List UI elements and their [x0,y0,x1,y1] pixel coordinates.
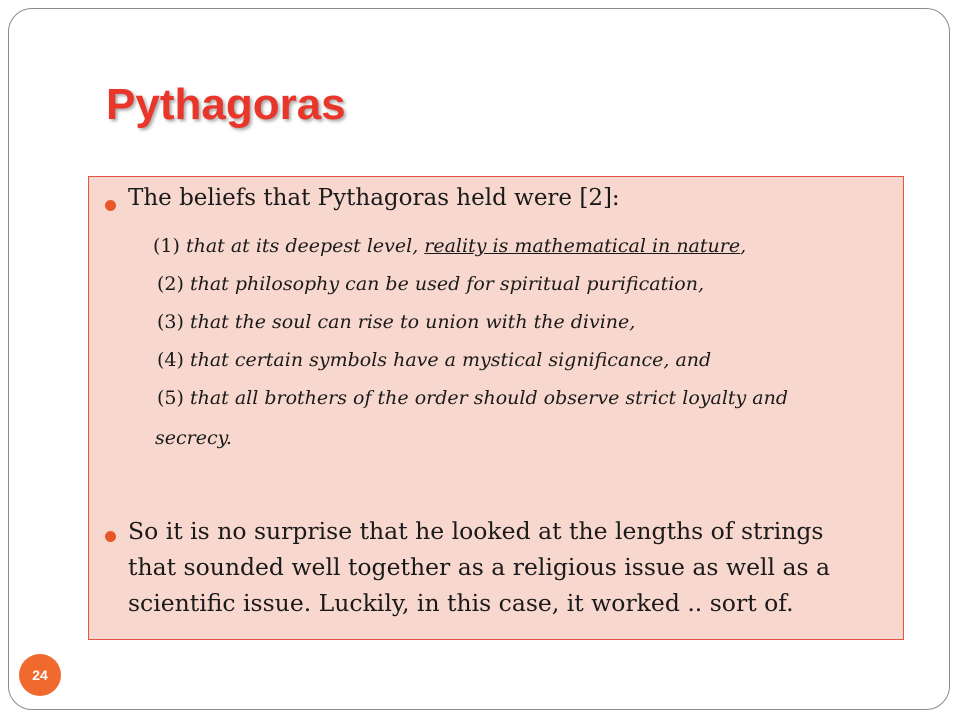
slide-title: Pythagoras [106,80,346,129]
belief-item-5-continued [155,427,232,449]
conclusion-line: that sounded well together as a religious issue as well as a [128,553,831,581]
belief-number: (5) [157,387,190,409]
belief-text: that at its deepest level, [185,235,425,257]
conclusion-line: So it is no surprise that he looked at the lengths of strings [128,517,824,545]
belief-text: that certain symbols have a mystical significance, and [189,349,712,371]
belief-text-end: , [740,235,747,257]
belief-number: (4) [157,349,190,371]
belief-number: (3) [157,311,190,333]
content-box [88,176,904,640]
belief-text: that the soul can rise to union with the divine, [189,311,636,333]
belief-item-2 [157,273,704,295]
bullet-icon [105,531,116,542]
belief-text: that philosophy can be used for spiritual purification, [189,273,704,295]
belief-number: (2) [157,273,190,295]
belief-item-5 [157,387,788,409]
bullet-icon [105,200,116,211]
conclusion-line: scientific issue. Luckily, in this case, it worked .. sort of. [128,589,794,617]
bullet-beliefs-intro: The beliefs that Pythagoras held were [2]: [128,185,620,211]
belief-item-1 [153,235,746,257]
belief-text: that all brothers of the order should observe strict loyalty and [189,387,789,409]
slide-number-badge: 24 [19,654,61,696]
belief-text: secrecy. [155,427,232,449]
belief-item-4 [157,349,711,371]
belief-item-3 [157,311,635,333]
belief-underlined-text: reality is mathematical in nature [424,235,741,257]
belief-number: (1) [153,235,186,257]
bullet-strings-conclusion [128,513,888,621]
